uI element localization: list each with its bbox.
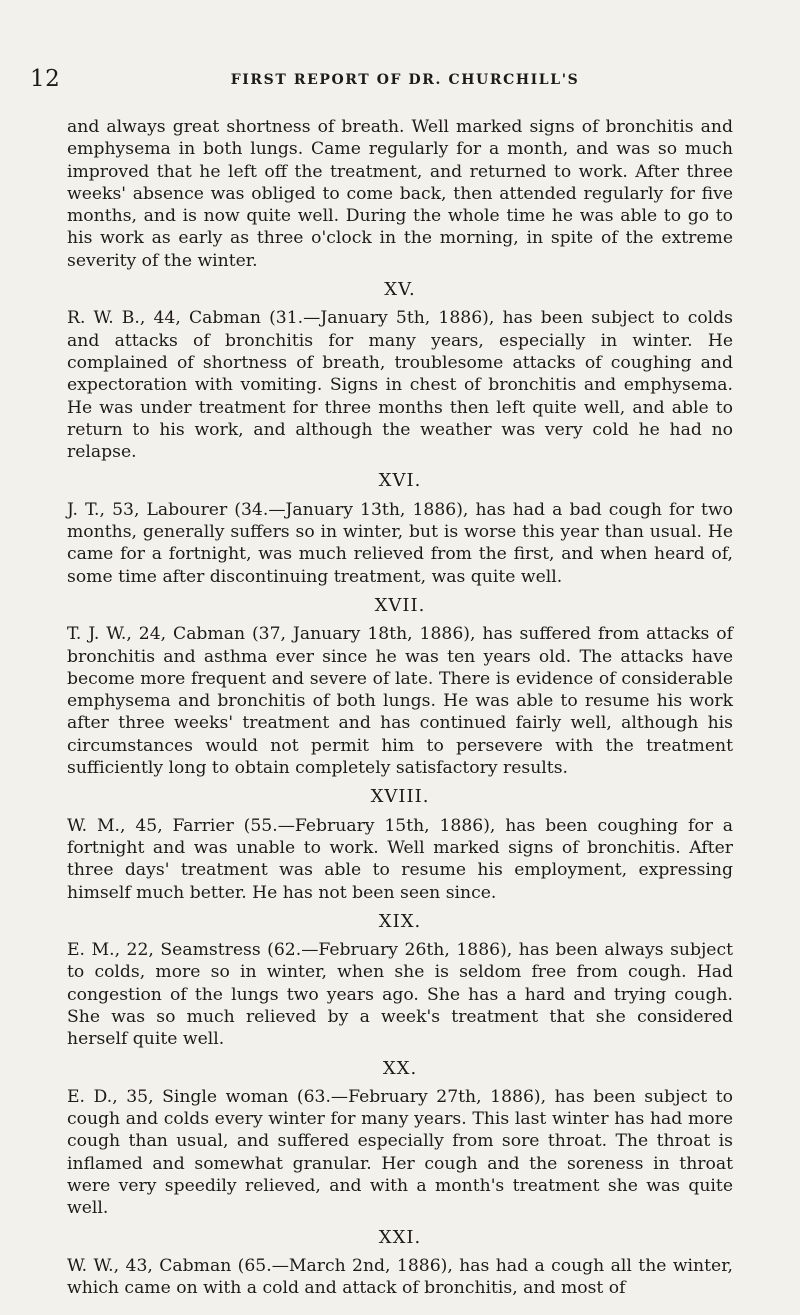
- case-xix: [67, 911, 733, 1051]
- case-xvii: [67, 595, 733, 779]
- page-header: [30, 66, 770, 96]
- case-xviii: [67, 786, 733, 903]
- case-text: E. M., 22, Seamstress (62.—February 26th, 1886), has been always subject to colds, more so in winter, when she is seldom free from cough. Had congestion of the lungs two years ago. She has a hard and trying cough. She was so much relieved by a week's treatment that she considered herself quite well.: [67, 940, 733, 1050]
- page-number: 12: [30, 66, 61, 92]
- case-text: E. D., 35, Single woman (63.—February 27th, 1886), has been subject to cough and colds every winter for many years. This last winter has had more cough than usual, and suffered especially from sore throat. The throat is inflamed and somewhat granular. Her cough and the soreness in throat were very speedily relieved, and with a month's treatment she was quite well.: [67, 1086, 733, 1219]
- case-number: XIX.: [378, 910, 422, 932]
- body-text: [67, 116, 733, 1300]
- case-number: XXI.: [378, 1226, 422, 1248]
- case-xvi: [67, 470, 733, 587]
- case-number: XV.: [384, 279, 416, 301]
- case-text: W. M., 45, Farrier (55.—February 15th, 1886), has been coughing for a fortnight and was unable to work. Well marked signs of bronchitis. After three days' treatment was able to resume his employment, expressing himself much better. He has not been seen since.: [67, 815, 733, 903]
- running-head: FIRST REPORT OF DR. CHURCHILL'S: [230, 72, 580, 88]
- case-text: W. W., 43, Cabman (65.—March 2nd, 1886), has had a cough all the winter, which came on with a cold and attack of bronchitis, and most of: [67, 1255, 733, 1299]
- case-number: XVI.: [378, 470, 422, 492]
- case-text: T. J. W., 24, Cabman (37, January 18th, 1886), has suffered from attacks of bronchitis and asthma ever since he was ten years old. The attacks have become more frequent and severe of late. There is evidence of considerable emphysema and bronchitis of both lungs. He was able to resume his work after three weeks' treatment and has continued fairly well, although his circumstances would not permit him to persevere with the treatment sufficiently long to obtain completely satisfactory results.: [67, 624, 733, 779]
- case-number: XVIII.: [370, 786, 430, 808]
- case-text: R. W. B., 44, Cabman (31.—January 5th, 1886), has been subject to colds and attacks of bronchitis for many years, especially in winter. He complained of shortness of breath, troublesome attacks of coughing and expectoration with vomiting. Signs in chest of bronchitis and emphysema. He was under treatment for three months then left quite well, and able to return to his work, and although the weather was very cold he had no relapse.: [67, 308, 733, 463]
- case-xxi: [67, 1227, 733, 1300]
- case-text: J. T., 53, Labourer (34.—January 13th, 1886), has had a bad cough for two months, generally suffers so in winter, but is worse this year than usual. He came for a fortnight, was much relieved from the first, and when heard of, some time after discontinuing treatment, was quite well.: [67, 499, 733, 587]
- case-xx: [67, 1058, 733, 1220]
- case-number: XX.: [382, 1057, 418, 1079]
- case-xv: [67, 279, 733, 463]
- case-number: XVII.: [374, 594, 426, 616]
- opening-paragraph: and always great shortness of breath. Well marked signs of bronchitis and emphysema in both lungs. Came regularly for a month, and was so much improved that he left off the treatment, and returned to work. After three weeks' absence was obliged to come back, then attended regularly for five months, and is now quite well. During the whole time he was able to go to his work as early as three o'clock in the morning, in spite of the extreme severity of the winter.: [67, 117, 733, 271]
